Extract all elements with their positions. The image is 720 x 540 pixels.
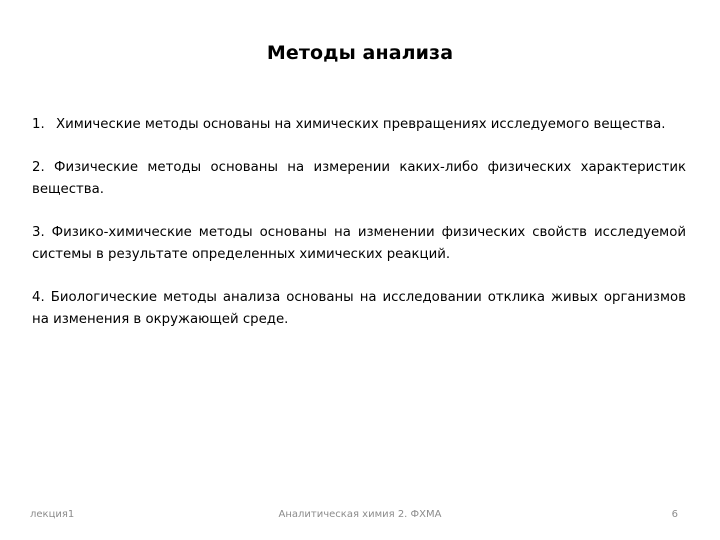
slide-content [32, 114, 686, 352]
list-item-physical-methods: 2. Физические методы основаны на измерении каких-либо физических характеристик вещества. [32, 160, 686, 197]
list-item-biological-methods: 4. Биологические методы анализа основаны на исследовании отклика живых организмов на изменения в окружающей среде. [32, 290, 686, 327]
list-item-physicochemical-methods: 3. Физико-химические методы основаны на изменении физических свойств исследуемой системы в результате определенных химических реакций. [32, 225, 686, 262]
list-item-chemical-methods [32, 114, 686, 136]
footer-page-number: 6 [671, 509, 678, 520]
footer-course-title: Аналитическая химия 2. ФХМА [278, 509, 442, 520]
list-item-number: 1. [32, 117, 45, 132]
footer-lecture-label: лекция1 [30, 509, 75, 520]
slide-title: Методы анализа [266, 42, 454, 64]
list-item-text: Химические методы основаны на химических превращениях исследуемого вещества. [56, 117, 666, 132]
